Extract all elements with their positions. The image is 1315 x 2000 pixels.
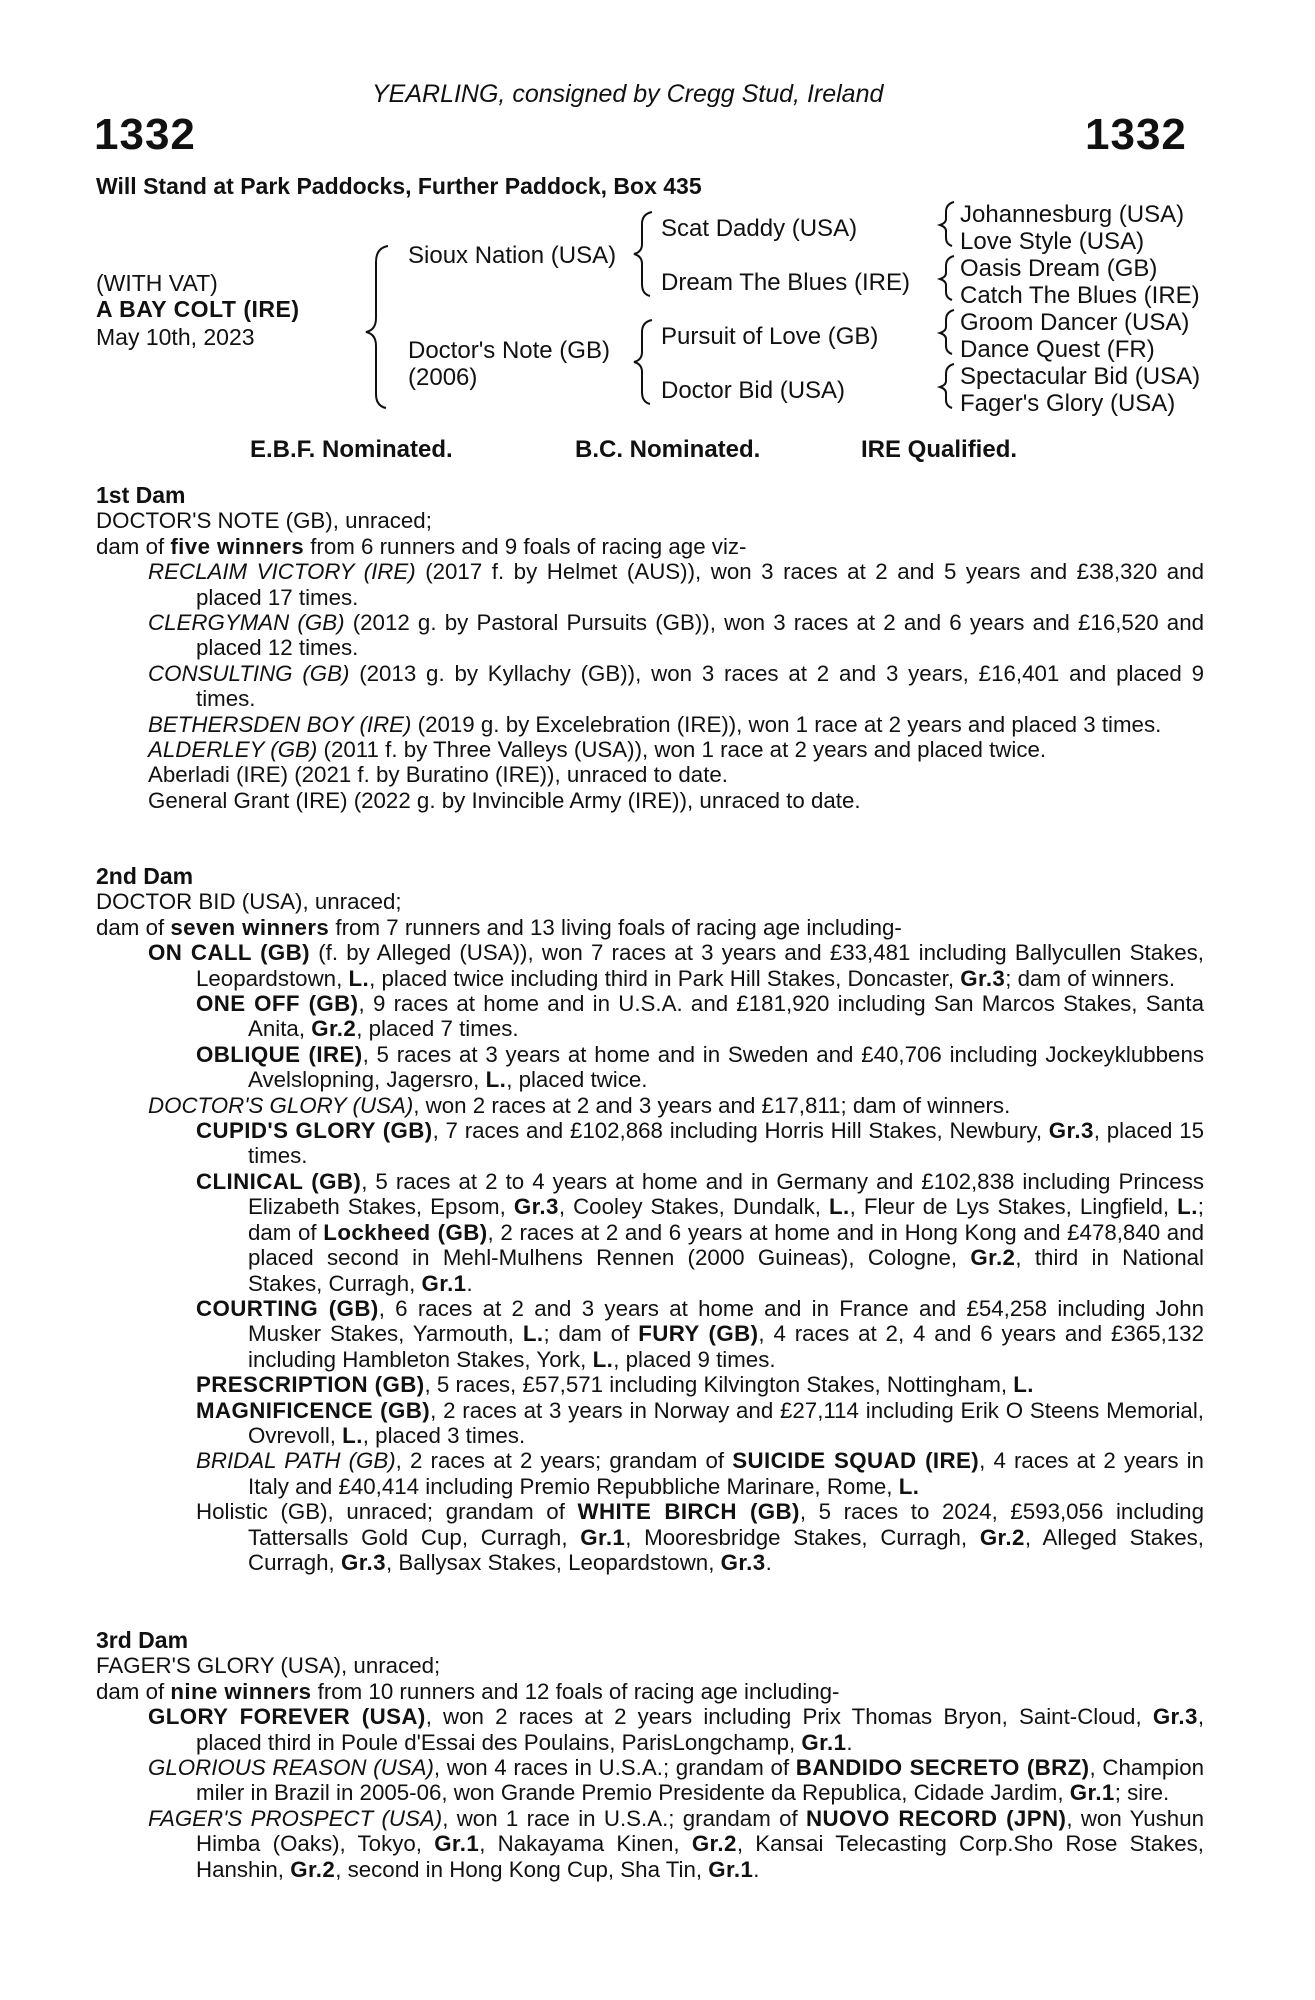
brace-sire: [634, 212, 652, 296]
brace-g3-2: [940, 256, 954, 300]
third-dam-intro: dam of nine winners from 10 runners and 12 foals of racing age including-: [96, 1678, 840, 1704]
progeny-entry: Aberladi (IRE) (2021 f. by Buratino (IRE)), unraced to date.: [148, 762, 728, 788]
gen3-ancestor: Love Style (USA): [960, 228, 1145, 255]
third-dam-name: FAGER'S GLORY (USA), unraced;: [96, 1653, 441, 1679]
gen3-ancestor: Johannesburg (USA): [960, 201, 1185, 228]
ebf-flag: E.B.F. Nominated.: [250, 436, 453, 463]
grandprogeny-entry: ONE OFF (GB), 9 races at home and in U.S.A. and £181,920 including San Marcos Stakes, Santa Anita, Gr.2, placed 7 times.: [196, 991, 1205, 1042]
grandprogeny-entry: COURTING (GB), 6 races at 2 and 3 years at home and in France and £54,258 including John Musker Stakes, Yarmouth, L.; dam of FURY (GB), 4 races at 2, 4 and 6 years and £365,132 including Hambleton Stakes, York, L., placed 9 times.: [196, 1295, 1204, 1372]
brace-g3-3: [940, 310, 954, 354]
progeny-entry: GLORY FOREVER (USA), won 2 races at 2 years including Prix Thomas Bryon, Saint-Cloud, Gr.3, placed third in Poule d'Essai des Poulains, ParisLongchamp, Gr.1.: [148, 1704, 1205, 1755]
second-dam-heading: 2nd Dam: [96, 863, 194, 889]
progeny-entry: BETHERSDEN BOY (IRE) (2019 g. by Excelebration (IRE)), won 1 race at 2 years and placed 3 times.: [148, 711, 1162, 737]
granddam-paternal: Dream The Blues (IRE): [661, 269, 910, 296]
granddam-maternal: Doctor Bid (USA): [661, 377, 846, 404]
third-dam-section: [96, 1628, 1204, 1882]
brace-g3-1: [940, 202, 954, 246]
progeny-entry: DOCTOR'S GLORY (USA), won 2 races at 2 and 3 years and £17,811; dam of winners.: [148, 1092, 1011, 1118]
gen3-ancestor: Fager's Glory (USA): [960, 390, 1176, 417]
second-dam-intro: dam of seven winners from 7 runners and 13 living foals of racing age including-: [96, 914, 902, 940]
progeny-entry: General Grant (IRE) (2022 g. by Invincible Army (IRE)), unraced to date.: [148, 787, 861, 813]
grandsire-maternal: Pursuit of Love (GB): [661, 323, 879, 350]
progeny-entry: CONSULTING (GB) (2013 g. by Kyllachy (GB)), won 3 races at 2 and 3 years, £16,401 and placed 9 times.: [148, 660, 1204, 712]
first-dam-intro: dam of five winners from 6 runners and 9 foals of racing age viz-: [96, 533, 747, 559]
first-dam-heading: 1st Dam: [96, 482, 186, 508]
gen3-ancestor: Groom Dancer (USA): [960, 309, 1190, 336]
first-dam-name: DOCTOR'S NOTE (GB), unraced;: [96, 508, 432, 534]
grandprogeny-entry: CUPID'S GLORY (GB), 7 races and £102,868 including Horris Hill Stakes, Newbury, Gr.3, placed 15 times.: [196, 1118, 1205, 1169]
gen3-ancestor: Oasis Dream (GB): [960, 255, 1158, 282]
second-dam-name: DOCTOR BID (USA), unraced;: [96, 889, 402, 915]
vat-note: (WITH VAT): [96, 270, 218, 296]
progeny-entry: CLERGYMAN (GB) (2012 g. by Pastoral Pursuits (GB)), won 3 races at 2 and 6 years and £16,520 and placed 12 times.: [148, 610, 1205, 661]
third-dam-heading: 3rd Dam: [96, 1627, 189, 1653]
ire-flag: IRE Qualified.: [861, 436, 1018, 463]
sire-name: Sioux Nation (USA): [408, 242, 617, 269]
horse-name: A BAY COLT (IRE): [96, 296, 300, 322]
brace-g3-4: [940, 364, 954, 408]
stand-location: Will Stand at Park Paddocks, Further Paddock, Box 435: [96, 173, 702, 199]
foaling-date: May 10th, 2023: [96, 324, 255, 350]
brace-dam: [634, 320, 652, 404]
grandprogeny-entry: PRESCRIPTION (GB), 5 races, £57,571 including Kilvington Stakes, Nottingham, L.: [196, 1372, 1034, 1398]
brace-main: [366, 246, 388, 408]
first-dam-section: [96, 483, 1204, 813]
progeny-entry: FAGER'S PROSPECT (USA), won 1 race in U.S.A.; grandam of NUOVO RECORD (JPN), won Yushun Himba (Oaks), Tokyo, Gr.1, Nakayama Kinen, Gr.2, Kansai Telecasting Corp.Sho Rose Stakes, Hanshin, Gr.2, second in Hong Kong Cup, Sha Tin, Gr.1.: [148, 1805, 1205, 1882]
lot-number-right: 1332: [1085, 110, 1187, 159]
consignor-line: YEARLING, consigned by Cregg Stud, Ireland: [372, 80, 884, 108]
gen3-ancestor: Catch The Blues (IRE): [960, 282, 1200, 309]
lot-number-left: 1332: [94, 110, 196, 159]
bc-flag: B.C. Nominated.: [575, 436, 761, 463]
grandprogeny-entry: Holistic (GB), unraced; grandam of WHITE BIRCH (GB), 5 races to 2024, £593,056 including Tattersalls Gold Cup, Curragh, Gr.1, Mooresbridge Stakes, Curragh, Gr.2, Alleged Stakes, Curragh, Gr.3, Ballysax Stakes, Leopardstown, Gr.3.: [196, 1499, 1204, 1575]
grandprogeny-entry: OBLIQUE (IRE), 5 races at 3 years at home and in Sweden and £40,706 including Jockeyklubbens Avelslopning, Jagersro, L., placed twice.: [196, 1041, 1204, 1093]
gen3-ancestor: Dance Quest (FR): [960, 336, 1155, 363]
dam-name: Doctor's Note (GB): [408, 337, 610, 364]
progeny-entry: RECLAIM VICTORY (IRE) (2017 f. by Helmet (AUS)), won 3 races at 2 and 5 years and £38,320 and placed 17 times.: [148, 559, 1204, 610]
progeny-entry: ON CALL (GB) (f. by Alleged (USA)), won 7 races at 3 years and £33,481 including Ballycullen Stakes, Leopardstown, L., placed twice including third in Park Hill Stakes, Doncaster, Gr.3; dam of winners.: [148, 940, 1204, 991]
grandprogeny-entry: MAGNIFICENCE (GB), 2 races at 3 years in Norway and £27,114 including Erik O Steens Memorial, Ovrevoll, L., placed 3 times.: [196, 1397, 1204, 1448]
grandprogeny-entry: BRIDAL PATH (GB), 2 races at 2 years; grandam of SUICIDE SQUAD (IRE), 4 races at 2 years in Italy and £40,414 including Premio Repubbliche Marinare, Rome, L.: [196, 1448, 1204, 1499]
grandprogeny-entry: CLINICAL (GB), 5 races at 2 to 4 years at home and in Germany and £102,838 including Princess Elizabeth Stakes, Epsom, Gr.3, Cooley Stakes, Dundalk, L., Fleur de Lys Stakes, Lingfield, L.; dam of Lockheed (GB), 2 races at 2 and 6 years at home and in Hong Kong and £478,840 and placed second in Mehl-Mulhens Rennen (2000 Guineas), Cologne, Gr.2, third in National Stakes, Curragh, Gr.1.: [196, 1168, 1204, 1296]
dam-year: (2006): [408, 364, 478, 391]
progeny-entry: ALDERLEY (GB) (2011 f. by Three Valleys (USA)), won 1 race at 2 years and placed twice.: [148, 737, 1047, 763]
gen3-ancestor: Spectacular Bid (USA): [960, 363, 1201, 390]
progeny-entry: GLORIOUS REASON (USA), won 4 races in U.S.A.; grandam of BANDIDO SECRETO (BRZ), Champion miler in Brazil in 2005-06, won Grande Premio Presidente da Republica, Cidade Jardim, Gr.1; sire.: [148, 1755, 1204, 1806]
grandsire-paternal: Scat Daddy (USA): [661, 215, 858, 242]
second-dam-section: [96, 864, 1204, 1575]
